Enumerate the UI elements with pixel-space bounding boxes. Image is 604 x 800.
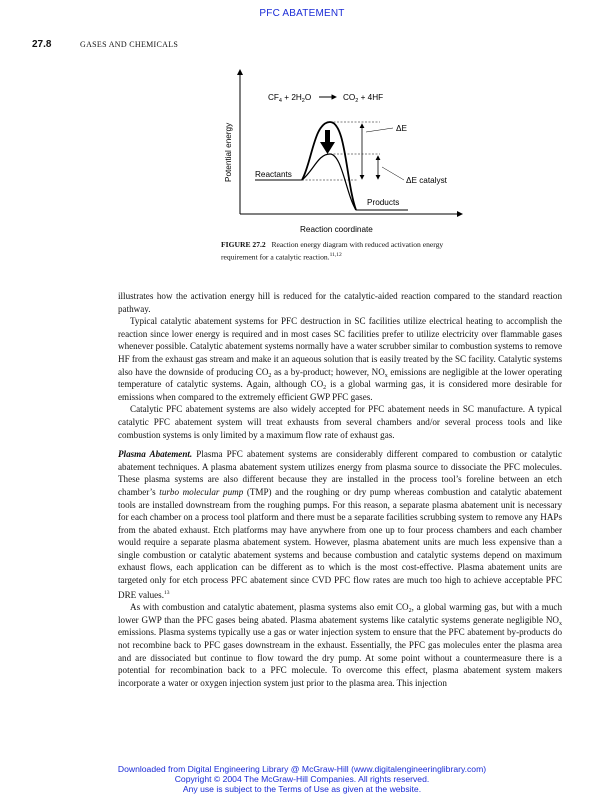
x-axis-label: Reaction coordinate xyxy=(300,225,373,234)
caption-text: Reaction energy diagram with reduced activation energy requirement for a catalytic reaction. xyxy=(221,240,444,262)
footer-line-1: Downloaded from Digital Engineering Library @ McGraw-Hill (www.digitalengineeringlibrary.com) xyxy=(117,764,487,774)
products-label: Products xyxy=(367,198,400,207)
body-text xyxy=(118,290,562,689)
y-axis-label: Potential energy xyxy=(224,122,233,182)
top-banner: PFC ABATEMENT xyxy=(259,8,345,19)
paragraph-plasma-abatement: Plasma Abatement. Plasma PFC abatement systems are considerably different compared to combustion or catalytic abatement techniques. A plasma abatement system utilizes energy from plasma source to dissociate the PFC molecules. These plasma systems are also different because they are installed in the process tool’s foreline between an etch chamber’s turbo molecular pump (TMP) and the roughing or dry pump whereas combustion and catalytic abatement tools are installed downstream from the roughing pumps. For this reason, a separate plasma abatement unit is necessary for each chamber on a process tool platform and there must be a separate facilities scrubbing system to remove any HAPs from the abated exhaust. Etch platforms may have anywhere from one up to four process chambers and each chamber would require a separate plasma abatement system. However, plasma abatement units are much less expensive than a single combustion or catalytic abatement systems and because combustion and catalytic systems depend on maximum exhaust flows, each application can be different as to which is the most cost-effective. Plasma abatement units are targeted only for etch process PFC abatement since CVD PFC flow rates are much too high to achieve acceptable PFC DRE values.$^{13}$ xyxy=(118,449,562,600)
delta-e-label: ΔE xyxy=(396,124,407,133)
paragraph-5: As with combustion and catalytic abatement, plasma systems also emit $CO_2$, a global warming gas, but with a much lower GWP than the PFC gases being abated. Plasma abatement systems like catalytic systems generate negligible $NO_x$ emissions. Plasma systems typically use a gas or water injection system to ensure that the PFC abatement by-products do not recombine back to PFC gases downstream in the exhaust. Essentially, the PFC gas molecules enter the plasma area and are dissociated but continue to flow toward the dry pump. At some point without a countermeasure there is a potential for recombination back to a PFC molecule. To overcome this effect, plasma abatement system makers incorporate a water or oxygen injection system just prior to the plasma area. This injection xyxy=(118,602,562,688)
reactants-label: Reactants xyxy=(255,170,292,179)
reaction-energy-diagram xyxy=(210,62,470,252)
delta-e-catalyst-label: ΔE catalyst xyxy=(406,176,447,185)
figure-label: FIGURE 27.2 xyxy=(221,240,266,249)
equation-lhs: $CF_4 + 2H_2O$ xyxy=(268,93,312,104)
paragraph-3: Catalytic PFC abatement systems are also widely accepted for PFC abatement needs in SC manufacture. A typical catalytic PFC abatement system will treat exhausts from several chambers and/or several process tools and like combustion systems is only limited by a maximum flow rate of exhaust gas. xyxy=(118,404,562,440)
equation-rhs: $CO_2 + 4HF$ xyxy=(343,93,384,104)
catalyzed-pathway xyxy=(302,154,356,210)
paragraph-2: Typical catalytic abatement systems for PFC destruction in SC facilities utilize electrical heating to accomplish the reaction since lower energy is required and in most cases SC facilities prefer to utilize electricity over flammable gases whenever possible. Catalytic abatement systems normally have a water scrubber similar to combustion systems to remove HF from the exhaust gas stream and make it an aqueous solution that is easily treated by the SC facility. Catalytic systems also have the downside of producing $CO_2$ as a by-product; however, $NO_x$ emissions are negligible at the lower operating temperature of catalytic systems. Again, although $CO_2$ is a global warming gas, it is considered more desirable for emissions when compared to the extremely efficient GWP PFC gases. xyxy=(118,316,562,402)
footer-line-2: Copyright © 2004 The McGraw-Hill Companies. All rights reserved. xyxy=(174,774,430,785)
page-number: 27.8 xyxy=(32,39,52,50)
paragraph-1: illustrates how the activation energy hill is reduced for the catalytic-aided reaction compared to the standard reaction pathway. xyxy=(118,291,562,314)
caption-refs: 11,12 xyxy=(329,252,342,258)
footer-notice xyxy=(0,764,604,795)
reduction-arrow xyxy=(320,130,335,154)
run-in-heading: Plasma Abatement. xyxy=(118,449,193,460)
figure-caption xyxy=(221,240,471,263)
footer-line-3: Any use is subject to the Terms of Use as given at the website. xyxy=(182,784,422,795)
running-title: GASES AND CHEMICALS xyxy=(80,40,179,49)
